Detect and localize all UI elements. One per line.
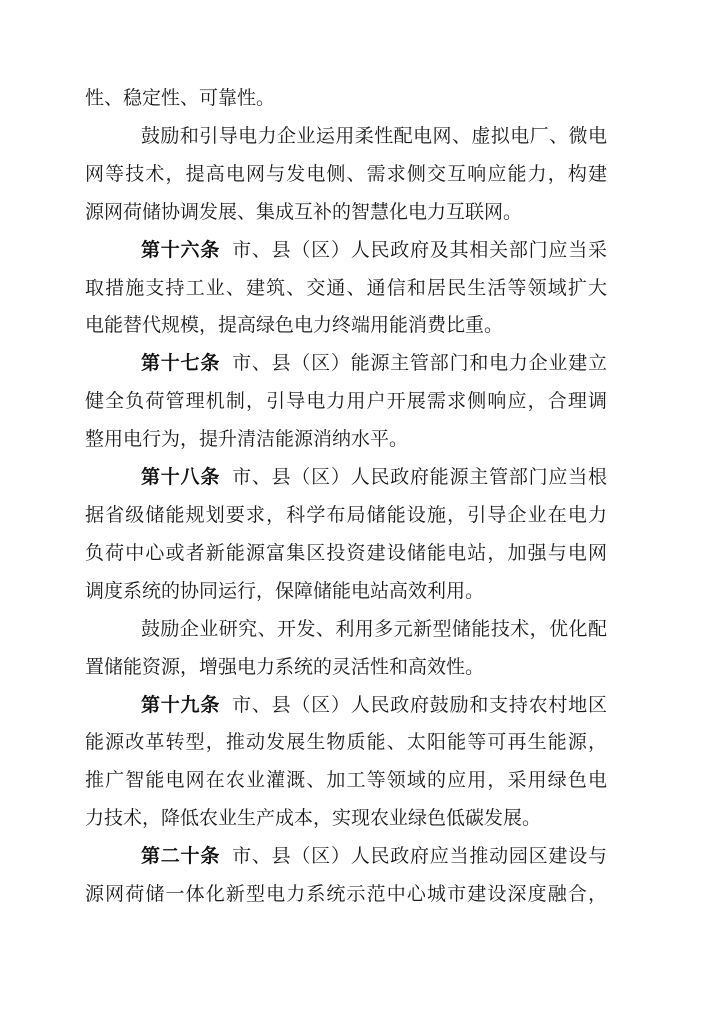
line-text: 健全负荷管理机制，引导电力用户开展需求侧响应，合理调 bbox=[85, 391, 607, 413]
line-text: 源网荷储协调发展、集成互补的智慧化电力互联网。 bbox=[85, 201, 523, 223]
paragraph bbox=[85, 687, 607, 839]
line-text: 负荷中心或者新能源富集区投资建设储能电站，加强与电网 bbox=[85, 542, 607, 564]
paragraph bbox=[85, 232, 607, 346]
text-line bbox=[85, 345, 607, 383]
text-line bbox=[85, 800, 607, 838]
text-line bbox=[85, 270, 607, 308]
text-line bbox=[85, 421, 607, 459]
line-text: 市、县（区）人民政府鼓励和支持农村地区 bbox=[232, 694, 607, 716]
paragraph bbox=[85, 838, 607, 914]
paragraph bbox=[85, 611, 607, 687]
text-line bbox=[85, 838, 607, 876]
text-line bbox=[85, 307, 607, 345]
text-line bbox=[85, 649, 607, 687]
text-line bbox=[85, 573, 607, 611]
text-line bbox=[85, 118, 607, 156]
text-line bbox=[85, 762, 607, 800]
line-text: 鼓励和引导电力企业运用柔性配电网、虚拟电厂、微电 bbox=[141, 125, 607, 147]
article-number: 第十九条 bbox=[141, 694, 221, 716]
paragraph bbox=[85, 345, 607, 459]
text-line bbox=[85, 876, 607, 914]
text-line bbox=[85, 724, 607, 762]
line-text: 源网荷储一体化新型电力系统示范中心城市建设深度融合， bbox=[85, 884, 607, 906]
text-line bbox=[85, 156, 607, 194]
line-text: 市、县（区）能源主管部门和电力企业建立 bbox=[232, 353, 607, 375]
paragraph bbox=[85, 118, 607, 232]
text-line bbox=[85, 383, 607, 421]
text-line bbox=[85, 459, 607, 497]
line-text: 市、县（区）人民政府及其相关部门应当采 bbox=[232, 239, 607, 261]
line-text: 推广智能电网在农业灌溉、加工等领域的应用，采用绿色电 bbox=[85, 770, 607, 792]
article-number: 第十六条 bbox=[141, 239, 221, 261]
line-text: 市、县（区）人民政府应当推动园区建设与 bbox=[232, 846, 607, 868]
line-text: 置储能资源，增强电力系统的灵活性和高效性。 bbox=[85, 656, 485, 678]
text-line bbox=[85, 535, 607, 573]
line-text: 取措施支持工业、建筑、交通、通信和居民生活等领域扩大 bbox=[85, 277, 607, 299]
text-line bbox=[85, 687, 607, 725]
text-line bbox=[85, 611, 607, 649]
text-line bbox=[85, 80, 607, 118]
line-text: 整用电行为，提升清洁能源消纳水平。 bbox=[85, 429, 409, 451]
line-text: 电能替代规模，提高绿色电力终端用能消费比重。 bbox=[85, 315, 504, 337]
text-line bbox=[85, 497, 607, 535]
paragraph bbox=[85, 459, 607, 611]
paragraph bbox=[85, 80, 607, 118]
line-text: 力技术，降低农业生产成本，实现农业绿色低碳发展。 bbox=[85, 808, 542, 830]
article-number: 第二十条 bbox=[141, 846, 221, 868]
line-text: 性、稳定性、可靠性。 bbox=[85, 88, 276, 109]
article-number: 第十八条 bbox=[141, 467, 221, 489]
article-number: 第十七条 bbox=[141, 353, 221, 375]
line-text: 据省级储能规划要求，科学布局储能设施，引导企业在电力 bbox=[85, 504, 607, 526]
text-line bbox=[85, 194, 607, 232]
line-text: 鼓励企业研究、开发、利用多元新型储能技术，优化配 bbox=[141, 618, 607, 640]
line-text: 市、县（区）人民政府能源主管部门应当根 bbox=[232, 467, 607, 489]
paragraph-list bbox=[85, 80, 607, 914]
line-text: 网等技术，提高电网与发电侧、需求侧交互响应能力，构建 bbox=[85, 163, 607, 185]
text-line bbox=[85, 232, 607, 270]
line-text: 调度系统的协同运行，保障储能电站高效利用。 bbox=[85, 580, 485, 602]
line-text: 能源改革转型，推动发展生物质能、太阳能等可再生能源， bbox=[85, 732, 607, 754]
